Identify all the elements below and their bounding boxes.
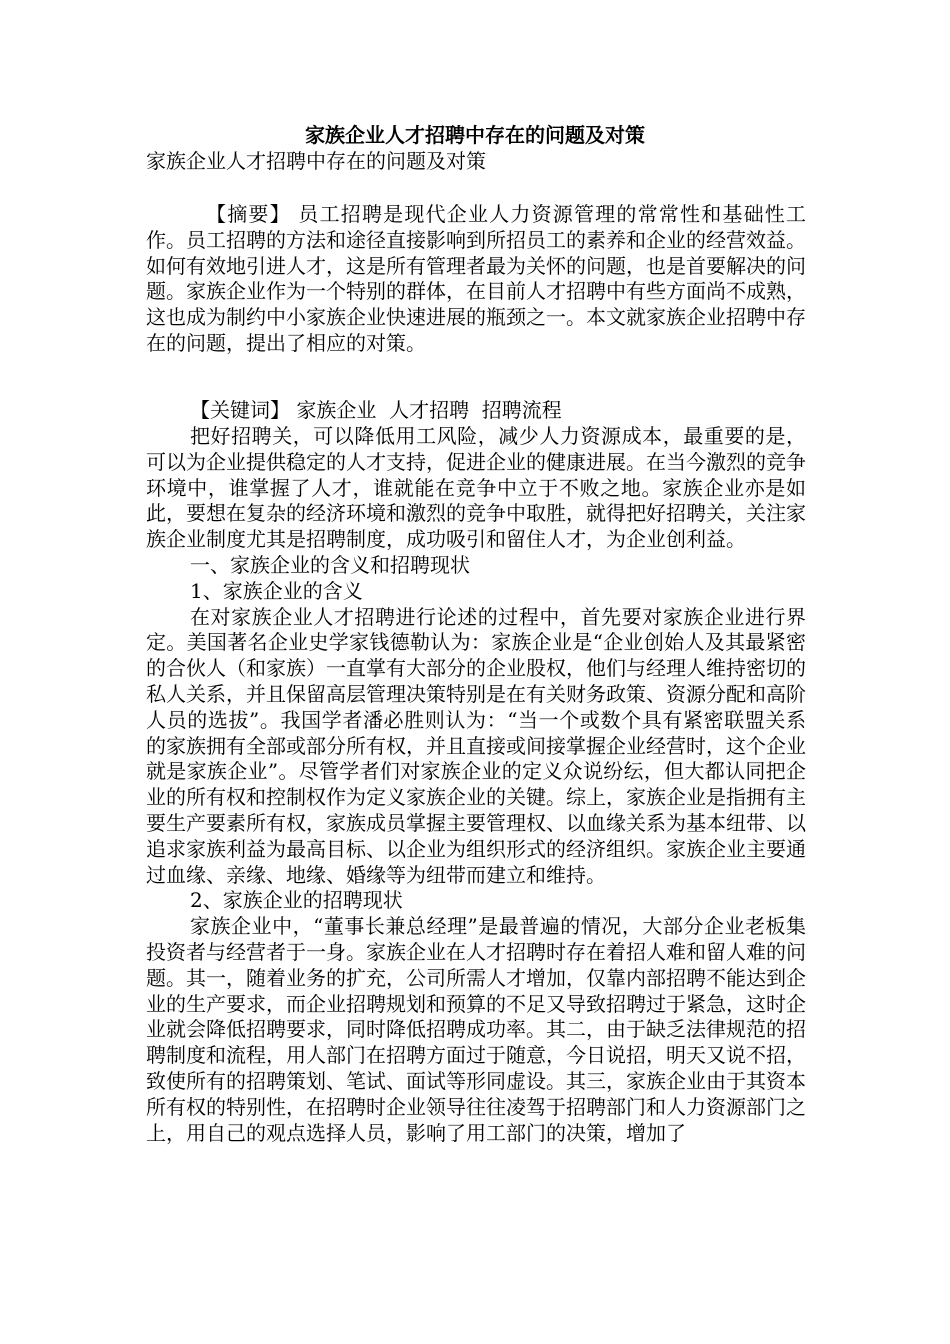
document-body <box>146 424 806 1146</box>
keywords-line: 【关键词】 家族企业 人才招聘 招聘流程 <box>190 398 562 422</box>
subsection-heading: 2、家族企业的招聘现状 <box>190 888 403 913</box>
abstract-paragraph: 【摘要】 员工招聘是现代企业人力资源管理的常常性和基础性工作。员工招聘的方法和途径直接影响到所招员工的素养和企业的经营效益。如何有效地引进人才，这是所有管理者最为关怀的问题，也是首要解决的问题。家族企业作为一个特别的群体，在目前人才招聘中有些方面尚不成熟，这也成为制约中小家族企业快速进展的瓶颈之一。本文就家族企业招聘中存在的问题，提出了相应的对策。 <box>146 202 806 355</box>
subsection-heading: 1、家族企业的含义 <box>190 578 363 603</box>
section-heading: 一、家族企业的含义和招聘现状 <box>190 552 470 577</box>
document-subtitle: 家族企业人才招聘中存在的问题及对策 <box>146 149 486 173</box>
body-paragraph: 把好招聘关，可以降低用工风险，减少人力资源成本，最重要的是，可以为企业提供稳定的人才支持，促进企业的健康进展。在当今激烈的竞争环境中，谁掌握了人才，谁就能在竞争中立于不败之地。家族企业亦是如此，要想在复杂的经济环境和激烈的竞争中取胜，就得把好招聘关，关注家族企业制度尤其是招聘制度，成功吸引和留住人才，为企业创利益。 <box>146 424 806 552</box>
body-paragraph: 在对家族企业人才招聘进行论述的过程中，首先要对家族企业进行界定。美国著名企业史学家钱德勒认为：家族企业是“企业创始人及其最紧密的合伙人（和家族）一直掌有大部分的企业股权，他们与经理人维持密切的私人关系，并且保留高层管理决策特别是在有关财务政策、资源分配和高阶人员的选拔”。我国学者潘必胜则认为：“当一个或数个具有紧密联盟关系的家族拥有全部或部分所有权，并且直接或间接掌握企业经营时，这个企业就是家族企业”。尽管学者们对家族企业的定义众说纷纭，但大都认同把企业的所有权和控制权作为定义家族企业的关键。综上，家族企业是指拥有主要生产要素所有权，家族成员掌握主要管理权、以血缘关系为基本纽带、以追求家族利益为最高目标、以企业为组织形式的经济组织。家族企业主要通过血缘、亲缘、地缘、婚缘等为纽带而建立和维持。 <box>146 604 806 887</box>
body-paragraph: 家族企业中，“董事长兼总经理”是最普遍的情况，大部分企业老板集投资者与经营者于一身。家族企业在人才招聘时存在着招人难和留人难的问题。其一，随着业务的扩充，公司所需人才增加，仅靠内部招聘不能达到企业的生产要求，而企业招聘规划和预算的不足又导致招聘过于紧急，这时企业就会降低招聘要求，同时降低招聘成功率。其二，由于缺乏法律规范的招聘制度和流程，用人部门在招聘方面过于随意，今日说招，明天又说不招，致使所有的招聘策划、笔试、面试等形同虚设。其三，家族企业由于其资本所有权的特别性，在招聘时企业领导往往凌驾于招聘部门和人力资源部门之上，用自己的观点选择人员，影响了用工部门的决策，增加了 <box>146 914 806 1145</box>
document-title: 家族企业人才招聘中存在的问题及对策 <box>305 123 645 147</box>
